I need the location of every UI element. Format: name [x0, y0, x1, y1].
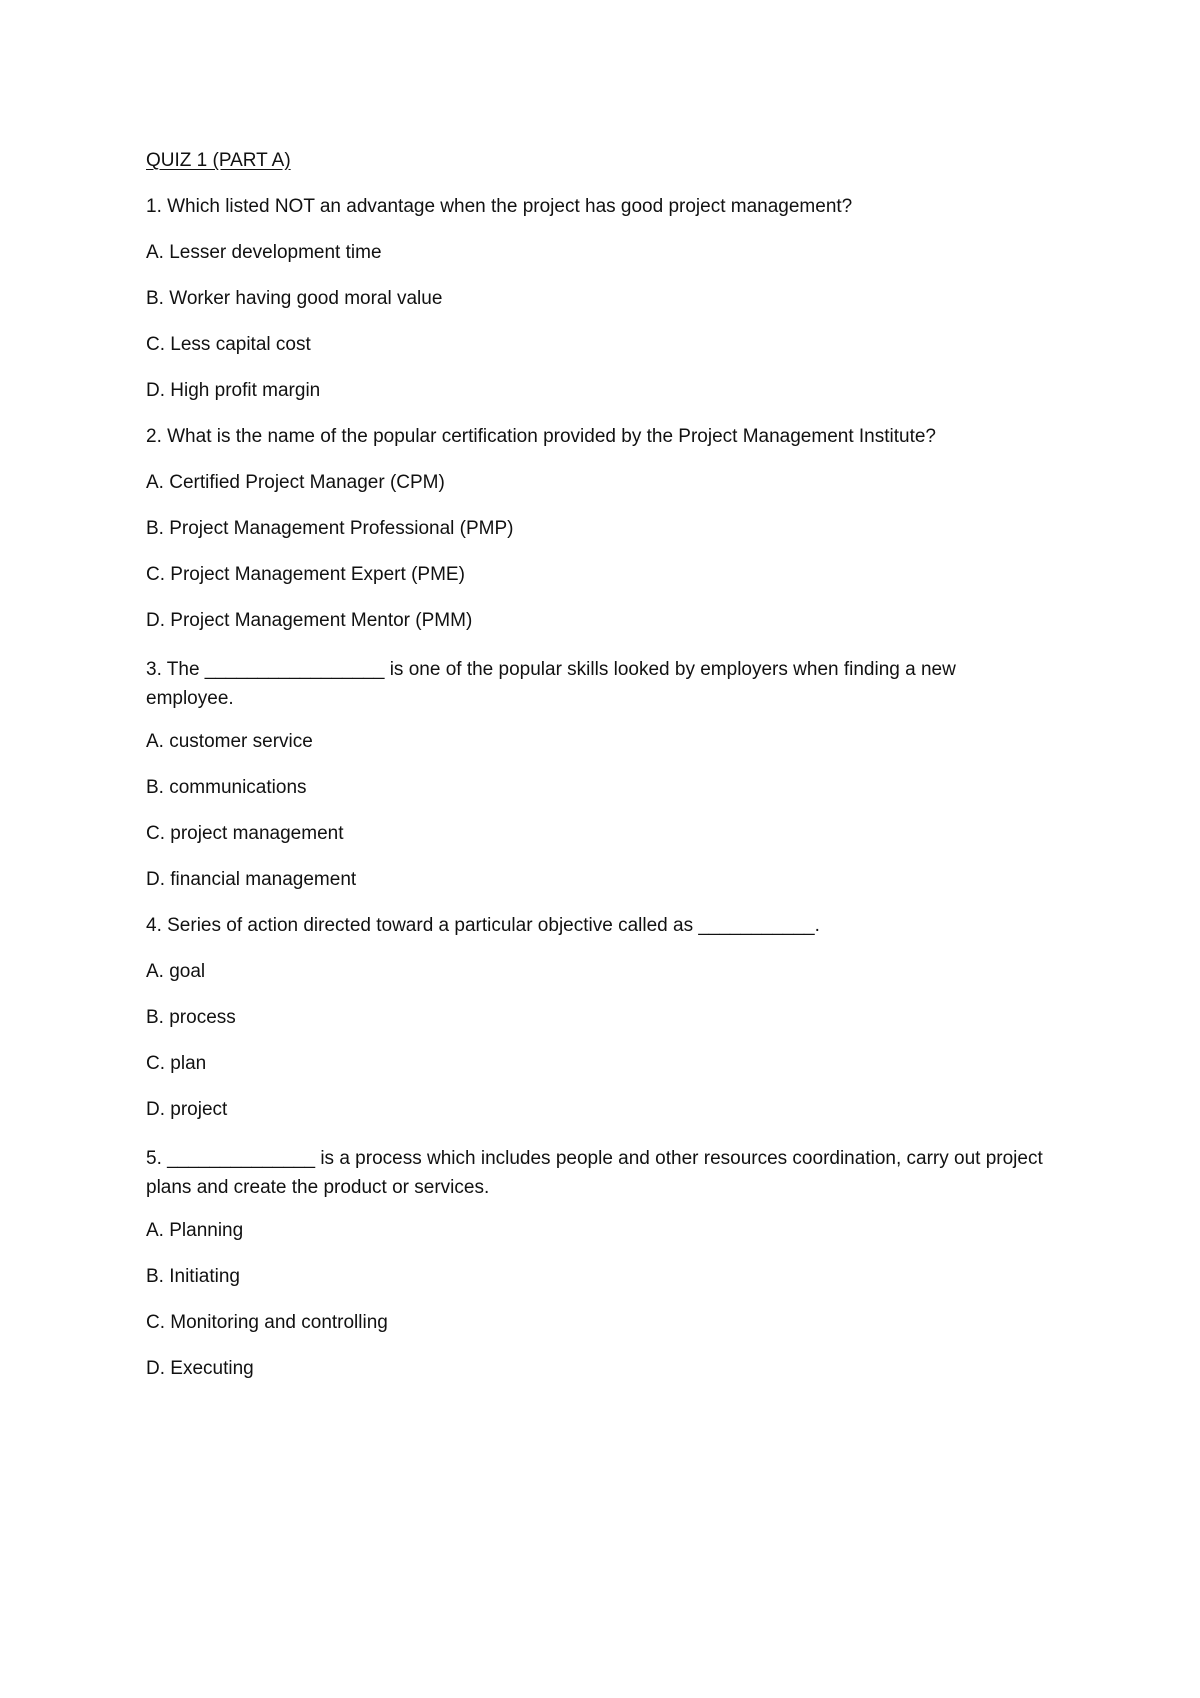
question-block-2: [146, 425, 1046, 633]
question-5-option-b: B. Initiating: [146, 1266, 240, 1287]
question-5-option-d: D. Executing: [146, 1358, 254, 1379]
question-2-text: 2. What is the name of the popular certification provided by the Project Management Institute?: [146, 426, 936, 447]
question-1-option-c: C. Less capital cost: [146, 334, 311, 355]
question-2-option-c: C. Project Management Expert (PME): [146, 564, 465, 585]
question-5-text: 5. ______________ is a process which includes people and other resources coordination, carry out project plans and create the product or services.: [146, 1148, 1043, 1198]
question-4-option-c: C. plan: [146, 1053, 207, 1074]
question-3-option-d: D. financial management: [146, 869, 357, 890]
question-1-option-b: B. Worker having good moral value: [146, 288, 443, 309]
question-4-option-d: D. project: [146, 1099, 228, 1120]
question-4-option-a: A. goal: [146, 961, 206, 982]
question-2-option-b: B. Project Management Professional (PMP): [146, 518, 514, 539]
question-2-option-d: D. Project Management Mentor (PMM): [146, 610, 473, 631]
question-1-option-d: D. High profit margin: [146, 380, 321, 401]
question-3-text: 3. The _________________ is one of the popular skills looked by employers when finding a new employee.: [146, 659, 956, 709]
question-4-text: 4. Series of action directed toward a particular objective called as ___________.: [146, 915, 820, 936]
question-block-3: [146, 655, 1046, 892]
question-1-option-a: A. Lesser development time: [146, 242, 382, 263]
question-5-option-a: A. Planning: [146, 1220, 244, 1241]
question-4-option-b: B. process: [146, 1007, 236, 1028]
question-3-option-a: A. customer service: [146, 731, 313, 752]
question-2-option-a: A. Certified Project Manager (CPM): [146, 472, 445, 493]
question-5-option-c: C. Monitoring and controlling: [146, 1312, 388, 1333]
quiz-content: [146, 149, 1046, 1403]
question-block-4: [146, 914, 1046, 1122]
quiz-title: QUIZ 1 (PART A): [146, 150, 291, 171]
question-block-5: [146, 1144, 1046, 1381]
question-3-option-c: C. project management: [146, 823, 344, 844]
question-3-option-b: B. communications: [146, 777, 307, 798]
question-block-1: [146, 195, 1046, 403]
question-1-text: 1. Which listed NOT an advantage when the project has good project management?: [146, 196, 853, 217]
